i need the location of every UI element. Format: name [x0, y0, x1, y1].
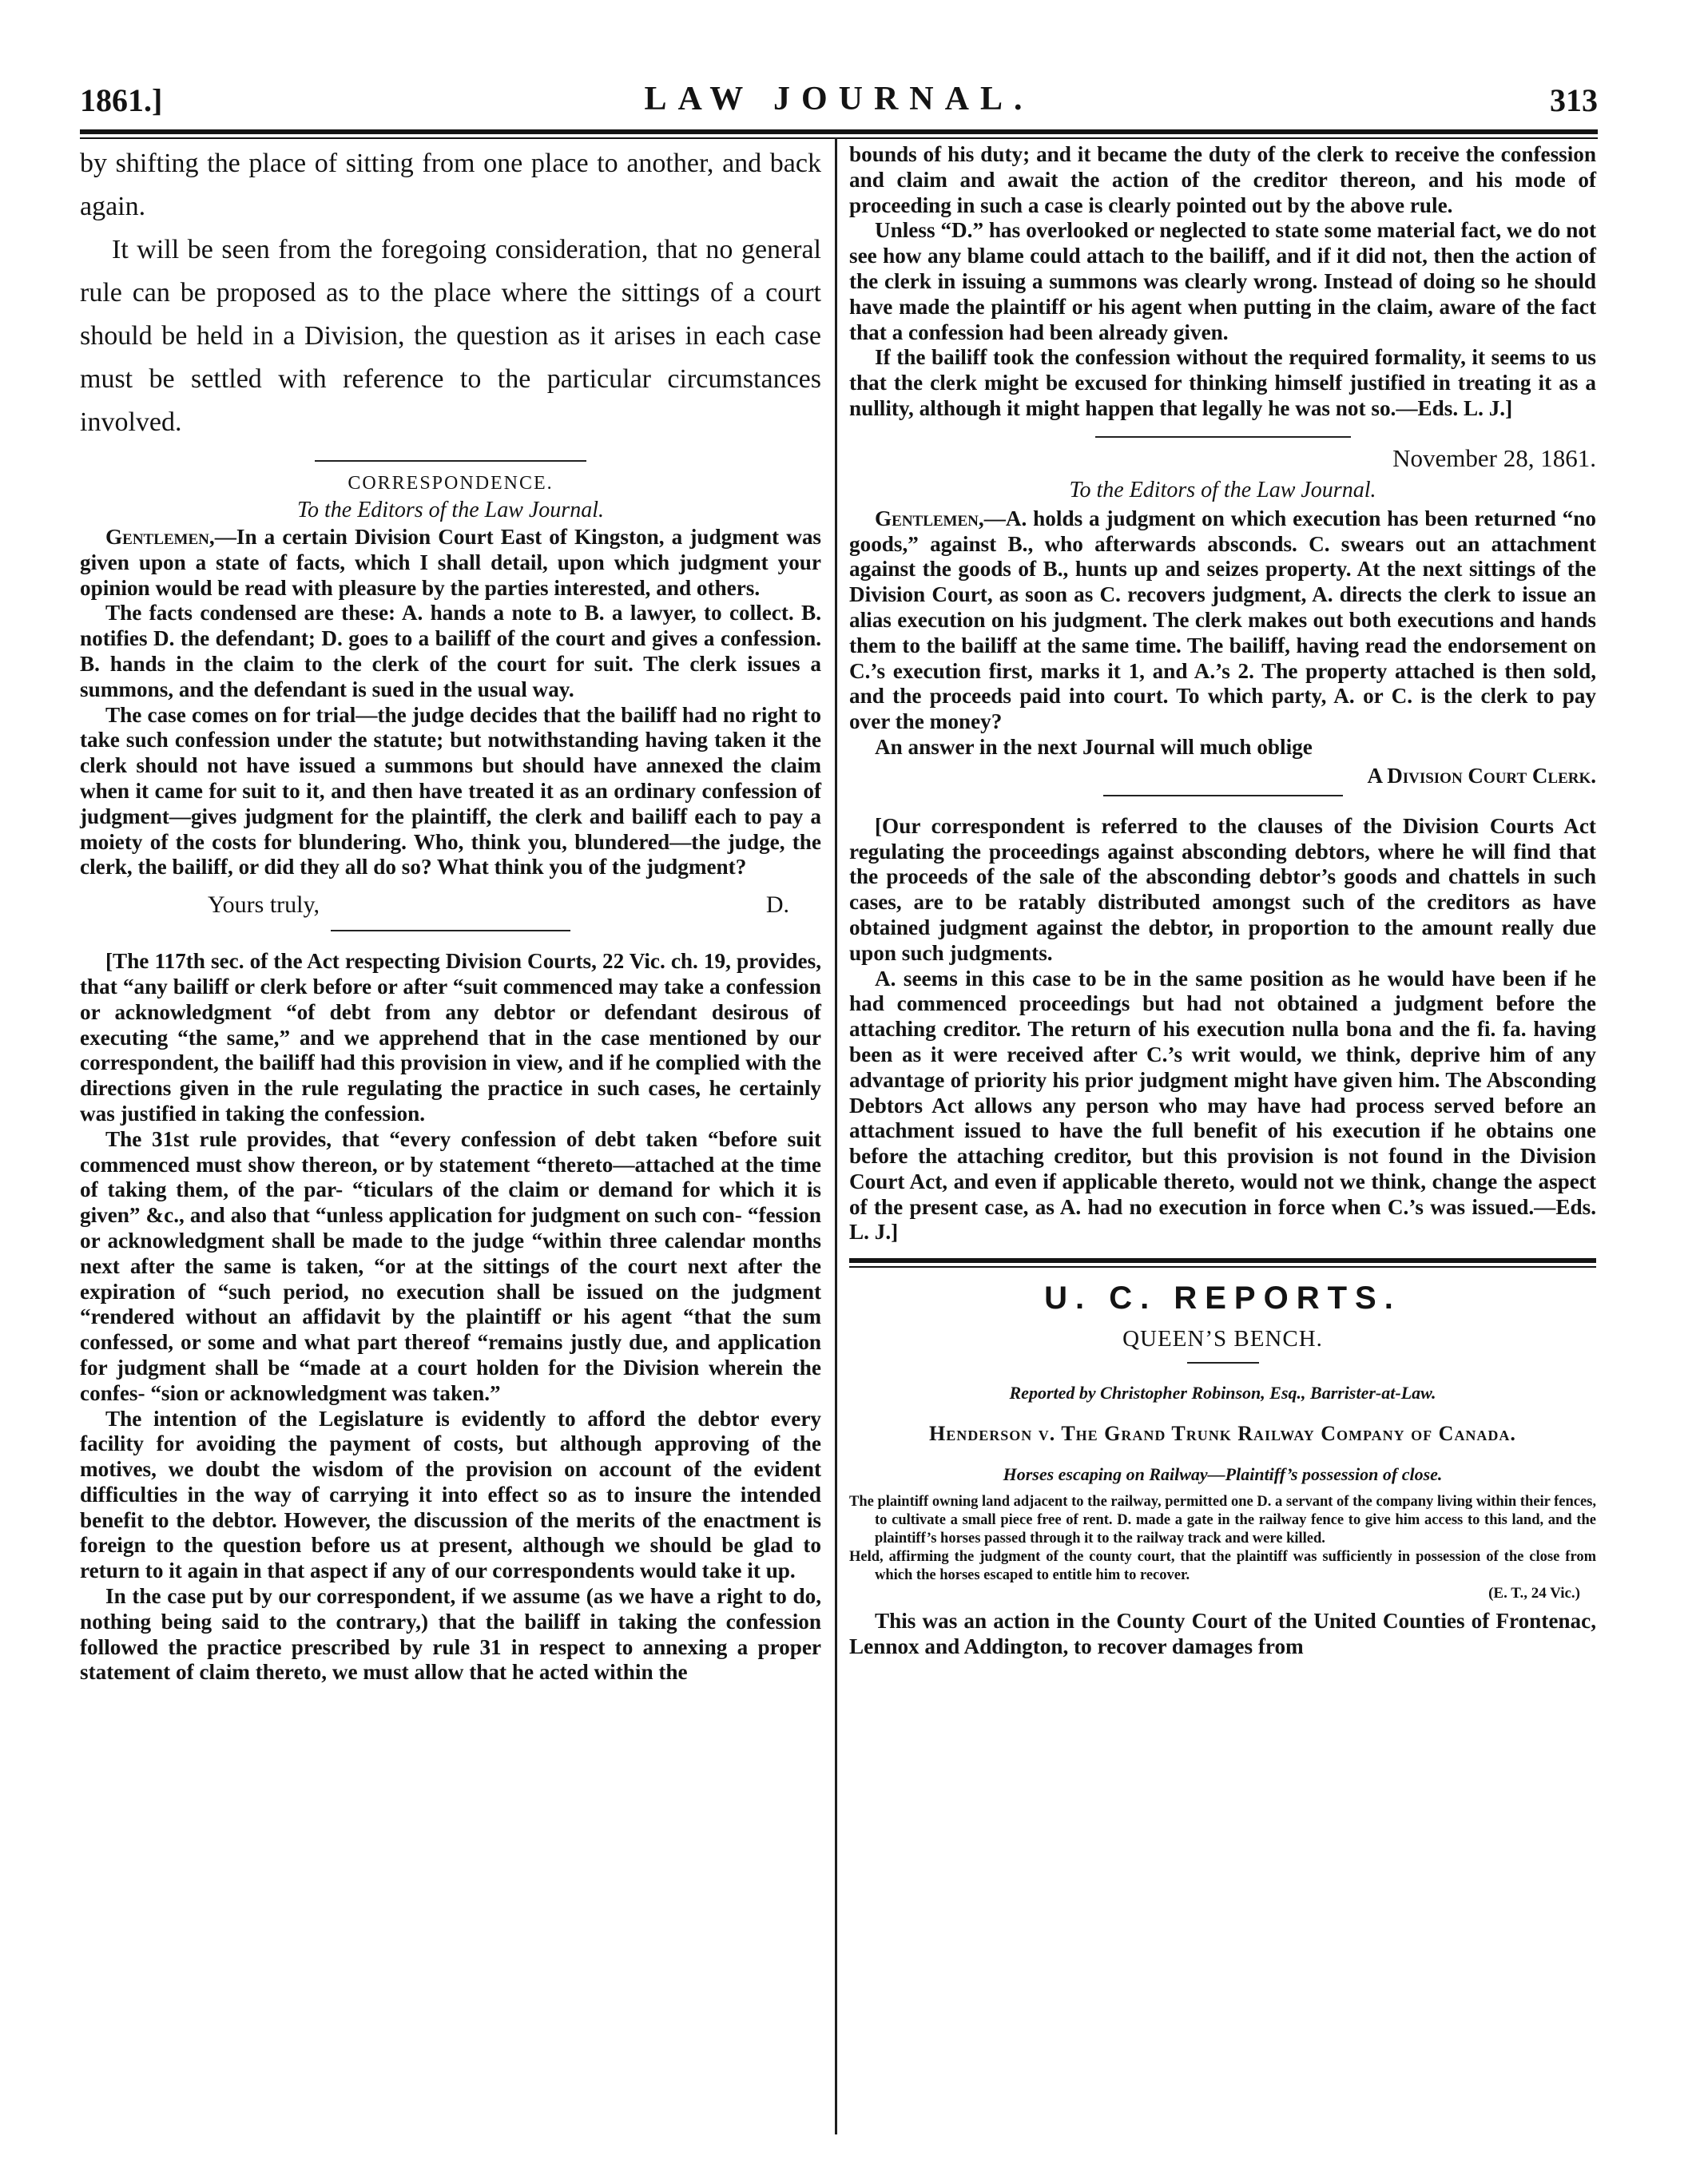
letter-paragraph: The facts condensed are these: A. hands a note to B. a lawyer, to collect. B. notifies D. the defendant; D. goes to a bailiff of the court and gives a confession. B. hands in the claim to the clerk of the court for suit. The clerk issues a summons, and the defendant is sued in the usual way. [80, 601, 821, 701]
divider-rule [1187, 1362, 1259, 1364]
letter-paragraph: Gentlemen,—A. holds a judgment on which execution has been returned “no goods,” against B., who afterwards absconds. C. swears out an attachment against the goods of B., hunts up and seizes property. At the next sittings of the Division Court, as soon as C. recovers judgment, A. directs the clerk to issue an alias execution on his judgment. The clerk makes out both executions and hands them to the bailiff at the same time. The bailiff, having read the endorsement on C.’s execution first, marks it 1, and A.’s 2. The property attached is then sold, and the proceeds paid into court. To which party, A. or C. is the clerk to pay over the money? [849, 506, 1596, 734]
divider-rule [1095, 436, 1351, 438]
section-rule-thin [849, 1266, 1596, 1268]
letter-signer: A Division Court Clerk. [1367, 763, 1596, 788]
page-number: 313 [1550, 82, 1598, 118]
case-title: Henderson v. The Grand Trunk Railway Company of Canada. [929, 1422, 1516, 1446]
editor-reply-paragraph: bounds of his duty; and it became the duty of the clerk to receive the confession and claim and await the action of the creditor thereon, and his mode of proceeding in such a case is clearly pointed out by the above rule. [849, 142, 1596, 217]
divider-rule [315, 460, 586, 462]
letter-paragraph: An answer in the next Journal will much oblige [875, 734, 1313, 759]
court-heading: QUEEN’S BENCH. [1122, 1326, 1323, 1352]
editor-reply-paragraph: The 31st rule provides, that “every confession of debt taken “before suit commenced must show thereon, or by statement “thereto—attached at the time of taking them, of the par- “ticulars of the claim or demand for which it is given” &c., and also that “unless application for judgment on such con- “fession or acknowledgment shall be made to the judge “within three calendar months next after the same is taken, “or at the sittings of the court next after the expiration of “such period, no execution shall be issued on the judgment “rendered without an affidavit by the plaintiff or his agent “that the sum confessed, or some and what part thereof “remains justly due, and application for judgment shall be “made at a court holden for the Division wherein the confes- “sion or acknowledgment was taken.” [80, 1126, 821, 1405]
headnote: The plaintiff owning land adjacent to the railway, permitted one D. a servant of the company living within their fences, to cultivate a small piece free of rent. D. made a gate in the railway fence to give him access to this land, and the plaintiff’s horses passed through it to the railway track and were killed. [849, 1494, 1596, 1547]
headnote: Held, affirming the judgment of the county court, that the plaintiff was sufficiently in possession of the close from which the horses escaped to entitle him to recover. [849, 1549, 1596, 1584]
letter-signoff [80, 891, 821, 919]
yours-truly: Yours truly, [208, 891, 320, 919]
editor-reply-paragraph: Unless “D.” has overlooked or neglected to state some material fact, we do not see how any blame could attach to the bailiff, and if it did not, then the action of the clerk in issuing a summons was clearly wrong. Instead of doing so he should have made the plaintiff or his agent when putting in the claim, aware of the fact that a confession had been already given. [849, 218, 1596, 344]
divider-rule [331, 930, 570, 931]
paragraph: by shifting the place of sitting from one place to another, and back again. [80, 149, 821, 221]
editors-address: To the Editors of the Law Journal. [296, 498, 604, 522]
letter-paragraph: Gentlemen,—In a certain Division Court East of Kingston, a judgment was given upon a state of facts, which I shall detail, upon which judgment your opinion would be read with pleasure by the parties interested, and others. [80, 525, 821, 600]
editors-address: To the Editors of the Law Journal. [1069, 477, 1376, 502]
section-title: U. C. REPORTS. [1044, 1281, 1401, 1316]
right-column [849, 142, 1596, 1660]
signature: D. [765, 891, 789, 919]
journal-title: LAW JOURNAL. [644, 81, 1034, 117]
correspondence-heading: CORRESPONDENCE. [348, 473, 554, 494]
editor-reply-paragraph: The intention of the Legislature is evidently to afford the debtor every facility for avoiding the payment of costs, but although approving of the motives, we doubt the wisdom of the provision on account of the evident difficulties in the way of carrying it into effect so as to insure the intended benefit to the debtor. However, the discussion of the merits of the enactment is foreign to the question before us at present, although we should be glad to return to it again in that aspect if any of our correspondents would take it up. [80, 1406, 821, 1583]
divider-rule [1103, 795, 1343, 796]
header-rule-thick [80, 129, 1598, 134]
header-rule-thin [80, 137, 1598, 139]
editor-reply-paragraph: If the bailiff took the confession without the required formality, it seems to us that the clerk might be excused for thinking himself justified in treating it as a nullity, although it might happen that legally he was not so.—Eds. L. J.] [849, 345, 1596, 420]
term-citation: (E. T., 24 Vic.) [1488, 1585, 1580, 1602]
catchline: Horses escaping on Railway—Plaintiff’s possession of close. [1003, 1464, 1443, 1485]
reporter-line: Reported by Christopher Robinson, Esq., Barrister-at-Law. [1009, 1383, 1436, 1404]
salutation: Gentlemen, [875, 506, 984, 530]
letter-paragraph: The case comes on for trial—the judge decides that the bailiff had no right to take such confession under the statute; but notwithstanding having taken it the clerk should not have issued a summons but should have annexed the claim when it came for suit to it, and then have treated it as an ordinary confession of judgment—gives judgment for the plaintiff, the clerk and bailiff each to pay a moiety of the costs for blundering. Who, think you, blundered—the judge, the clerk, the bailiff, or did they all do so? What think you of the judgment? [80, 702, 821, 879]
section-rule-thick [849, 1258, 1596, 1263]
salutation: Gentlemen, [105, 525, 215, 549]
editor-reply-paragraph: A. seems in this case to be in the same position as he would have been if he had commenced proceedings but had not obtained a judgment before the attaching creditor. The return of his execution nulla bona and the fi. fa. having been as it were received after C.’s writ would, we think, deprive him of any advantage of priority his prior judgment might have given him. The Absconding Debtors Act allows any person who may have had process served before an attachment issued to have the full benefit of his execution if he obtains one before the attaching creditor, but this provision is not found in the Division Court Act, and even if applicable thereto, would not we think, change the aspect of the present case, as A. had no execution in force when C.’s was issued.—Eds. L. J.] [849, 966, 1596, 1245]
running-header [80, 80, 1598, 128]
left-column [80, 142, 821, 1686]
letter-date: November 28, 1861. [1392, 443, 1596, 472]
paragraph: It will be seen from the foregoing consideration, that no general rule can be proposed as to the place where the sittings of a court should be held in a Division, the question as it arises in each case must be settled with reference to the particular circumstances involved. [80, 235, 821, 437]
header-year: 1861.] [80, 82, 163, 118]
paragraph: This was an action in the County Court of the United Counties of Frontenac, Lennox and Addington, to recover damages from [849, 1609, 1596, 1659]
editor-reply-paragraph: [The 117th sec. of the Act respecting Division Courts, 22 Vic. ch. 19, provides, that “any bailiff or clerk before or after “suit commenced may take a confession or acknowledgment “of debt from any debtor or defendant desirous of executing “the same,” and we apprehend that in the case mentioned by our correspondent, the bailiff had this provision in view, and if he complied with the directions given in the rule regulating the practice in such cases, he certainly was justified in taking the confession. [80, 949, 821, 1126]
editor-reply-paragraph: In the case put by our correspondent, if we assume (as we have a right to do, nothing being said to the contrary,) that the bailiff in taking the confession followed the practice prescribed by rule 31 in respect to annexing a proper statement of claim thereto, we must allow that he acted within the [80, 1584, 821, 1685]
editor-reply-paragraph: [Our correspondent is referred to the clauses of the Division Courts Act regulating the proceedings against absconding debtors, where he will find that the proceeds of the sale of the absconding debtor’s goods and chattels in such cases, are to be ratably distributed amongst such of the creditors as have obtained judgment against the debtor, in proportion to the amount really due upon such judgments. [849, 813, 1596, 965]
column-divider [835, 137, 837, 2134]
